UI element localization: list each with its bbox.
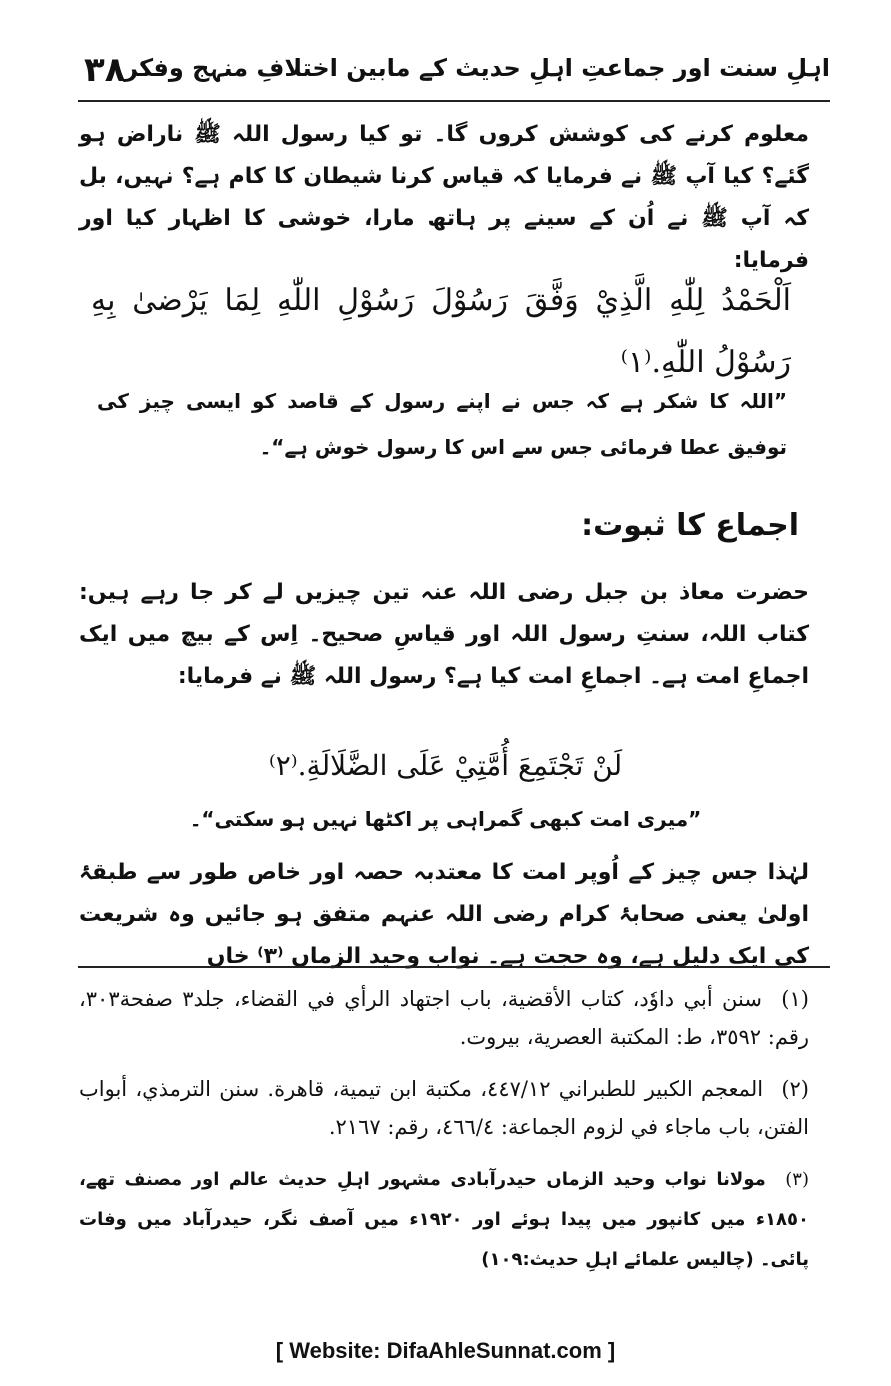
body-paragraph-2: حضرت معاذ بن جبل رضی اللہ عنہ تین چیزیں لے کر جا رہے ہیں: کتاب اللہ، سنتِ رسول اللہ اور قیاسِ صحیح۔ اِس کے بیچ میں ایک اجماعِ امت ہے۔ اجماعِ امت کیا ہے؟ رسول اللہ ﷺ نے فرمایا:: [79, 580, 809, 689]
footnote-marker: (٢): [781, 1077, 809, 1101]
hadith-arabic-1: اَلْحَمْدُ لِلّٰهِ الَّذِيْ وَفَّقَ رَسُوْلَ رَسُوْلِ اللّٰهِ لِمَا يَرْضىٰ بِهِ رَسُوْلُ اللّٰهِ.⁽١⁾: [91, 283, 791, 380]
hadith-translation-2: ”میری امت کبھی گمراہی پر اکٹھا نہیں ہو سکتی“۔: [189, 807, 702, 831]
footnote-text: المعجم الكبير للطبراني ٤٤٧/١٢، مكتبة ابن تيمية، قاهرة. سنن الترمذي، أبواب الفتن، باب ماجاء في لزوم الجماعة: ٤٦٦/٤، رقم: ٢١٦٧.: [79, 1077, 809, 1139]
footnote-marker: (١): [781, 987, 809, 1011]
running-title: اہلِ سنت اور جماعتِ اہلِ حدیث کے مابین اختلافِ منہج وفکر: [124, 54, 830, 82]
footnote-marker: (٣): [785, 1169, 809, 1190]
hadith-translation-1: ”اللہ کا شکر ہے کہ جس نے اپنے رسول کے قاصد کو ایسی چیز کی توفیق عطا فرمائی جس سے اس کا رسول خوش ہے“۔: [97, 389, 787, 459]
footnote-2: [79, 1070, 809, 1146]
body-paragraph-1: معلوم کرنے کی کوشش کروں گا۔ تو کیا رسول اللہ ﷺ ناراض ہو گئے؟ کیا آپ ﷺ نے فرمایا کہ قیاس کرنا شیطان کا کام ہے؟ نہیں، بل کہ آپ ﷺ نے اُن کے سینے پر ہاتھ مارا، خوشی کا اظہار کیا اور فرمایا:: [79, 122, 809, 273]
body-paragraph-3: لہٰذا جس چیز کے اُوپر امت کا معتدبہ حصہ اور خاص طور سے طبقۂ اولیٰ یعنی صحابۂ کرام رضی اللہ عنہم متفق ہو جائیں وہ شریعت کی ایک دلیل ہے، وہ حجت ہے۔ نواب وحید الزماں ⁽٣⁾ خاں: [79, 860, 809, 969]
footnote-text: مولانا نواب وحید الزماں حیدرآبادی مشہور اہلِ حدیث عالم اور مصنف تھے، ١٨٥٠ء میں کانپور میں پیدا ہوئے اور ١٩٢٠ء میں آصف نگر، حیدرآباد میں وفات پائی۔ (چالیس علمائے اہلِ حدیث:١٠٩): [79, 1169, 809, 1270]
hadith-arabic-2: لَنْ تَجْتَمِعَ أُمَّتِيْ عَلَى الضَّلَالَةِ.⁽٢⁾: [268, 749, 623, 782]
page-header: [78, 44, 830, 102]
section-heading: اجماع کا ثبوت:: [581, 508, 799, 543]
footnote-1: [79, 980, 809, 1056]
footnote-text: سنن أبي داوٗد، كتاب الأقضية، باب اجتهاد الرأي في القضاء، جلد٣ صفحة٣٠٣، رقم: ٣٥٩٢، ط: المكتبة العصرية، بيروت.: [79, 987, 809, 1049]
website-footer: [ Website: DifaAhleSunnat.com ]: [275, 1338, 616, 1363]
page-number: ٣٨: [84, 50, 126, 90]
footnote-3: [79, 1160, 809, 1280]
footnote-divider: [78, 966, 830, 968]
